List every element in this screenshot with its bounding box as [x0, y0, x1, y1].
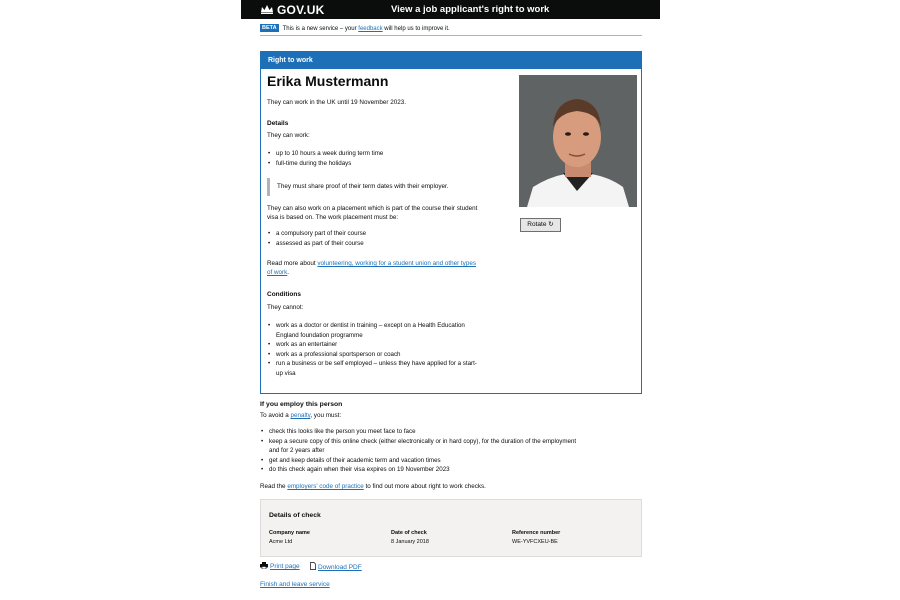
employ-heading: If you employ this person [260, 401, 343, 408]
condition-1-line-2: England foundation programme [276, 331, 363, 339]
right-to-work-panel [260, 51, 642, 394]
duty-2-line-1: keep a secure copy of this online check (either electronically or in hard copy), for the duration of the employment [269, 437, 577, 445]
reference-column [512, 529, 560, 547]
finish-action[interactable] [260, 581, 330, 588]
list-item: • assessed as part of their course [267, 239, 366, 249]
person-name: Erika Mustermann [267, 73, 389, 89]
read-more-prefix: Read more about [267, 260, 318, 267]
list-item [267, 321, 477, 340]
details-of-check-heading: Details of check [269, 512, 321, 519]
rotate-button[interactable]: Rotate ↻ [520, 218, 561, 232]
list-item [267, 359, 477, 378]
placement-text-2: visa is based on. The work placement must be: [267, 214, 399, 221]
panel-heading: Right to work [261, 52, 641, 69]
read-more-line-2 [267, 268, 289, 277]
list-item: • get and keep details of their academic term and vacation times [260, 456, 576, 466]
crown-icon [260, 4, 274, 14]
volunteering-link[interactable]: volunteering, working for a student union and other types [317, 260, 476, 267]
volunteering-link-continued[interactable]: of work [267, 269, 288, 276]
employer-duties-list [260, 427, 576, 475]
conditions-intro: They cannot: [267, 304, 304, 311]
download-action[interactable] [310, 562, 362, 571]
code-of-practice-link[interactable]: employers' code of practice [287, 483, 364, 490]
govuk-header [241, 0, 660, 19]
details-intro: They can work: [267, 132, 310, 139]
banner-text-after: will help us to improve it. [382, 26, 450, 32]
print-action[interactable] [260, 562, 300, 570]
duty-2-line-2: and for 2 years after [269, 447, 325, 454]
govuk-logo[interactable]: GOV.UK [277, 3, 325, 17]
code-prefix: Read the [260, 483, 288, 490]
date-column [391, 529, 429, 547]
list-item: • a compulsory part of their course [267, 229, 366, 239]
reference-value: WE-YVFCXEU-BE [512, 539, 558, 545]
feedback-link[interactable]: feedback [358, 26, 383, 32]
list-item: • check this looks like the person you meet face to face [260, 427, 576, 437]
list-item: • do this check again when their visa expires on 19 November 2023 [260, 465, 576, 475]
list-item: • full-time during the holidays [267, 159, 383, 169]
employ-intro-prefix: To avoid a [260, 412, 291, 419]
beta-tag: BETA [262, 25, 277, 31]
download-pdf-link[interactable]: Download PDF [318, 564, 362, 571]
code-of-practice-text [260, 482, 486, 491]
placement-text-1: They can also work on a placement which is part of the course their student [267, 205, 478, 212]
company-value: Acme Ltd [269, 539, 293, 545]
list-item [260, 437, 576, 456]
work-list [267, 149, 383, 168]
person-portrait-icon [519, 75, 637, 207]
read-more-line-1 [267, 259, 476, 268]
applicant-photo [519, 75, 637, 207]
banner-text-before: This is a new service – your [282, 26, 359, 32]
condition-4-line-1: run a business or be self employed – unless they have applied for a start- [276, 360, 477, 367]
condition-4-line-2: up visa [276, 369, 296, 377]
inset-text: They must share proof of their term dates with their employer. [267, 178, 497, 196]
penalty-link[interactable]: penalty [290, 412, 311, 419]
reference-label: Reference number [512, 530, 561, 536]
date-label: Date of check [391, 530, 427, 536]
list-item: • work as a professional sportsperson or coach [267, 350, 477, 360]
condition-1-line-1: work as a doctor or dentist in training – except on a Health Education [276, 322, 465, 329]
printer-icon [260, 562, 268, 569]
service-name[interactable]: View a job applicant's right to work [391, 4, 550, 15]
details-of-check [260, 499, 642, 557]
employ-intro-suffix: , you must: [310, 412, 342, 419]
company-label: Company name [269, 530, 310, 536]
work-summary: They can work in the UK until 19 November 2023. [267, 99, 406, 106]
conditions-heading: Conditions [267, 291, 301, 298]
date-value: 8 January 2018 [391, 539, 429, 545]
phase-banner [260, 24, 642, 36]
company-column [269, 529, 310, 547]
print-page-link[interactable]: Print page [270, 563, 300, 570]
list-item: • up to 10 hours a week during term time [267, 149, 383, 159]
placement-list [267, 229, 366, 248]
document-icon [310, 562, 316, 570]
conditions-list [267, 321, 477, 378]
list-item: • work as an entertainer [267, 340, 477, 350]
employ-intro [260, 411, 341, 420]
code-suffix: to find out more about right to work checks. [363, 483, 486, 490]
read-more-suffix: . [287, 269, 290, 276]
finish-and-leave-link[interactable]: Finish and leave service [260, 581, 330, 588]
details-heading: Details [267, 120, 289, 127]
